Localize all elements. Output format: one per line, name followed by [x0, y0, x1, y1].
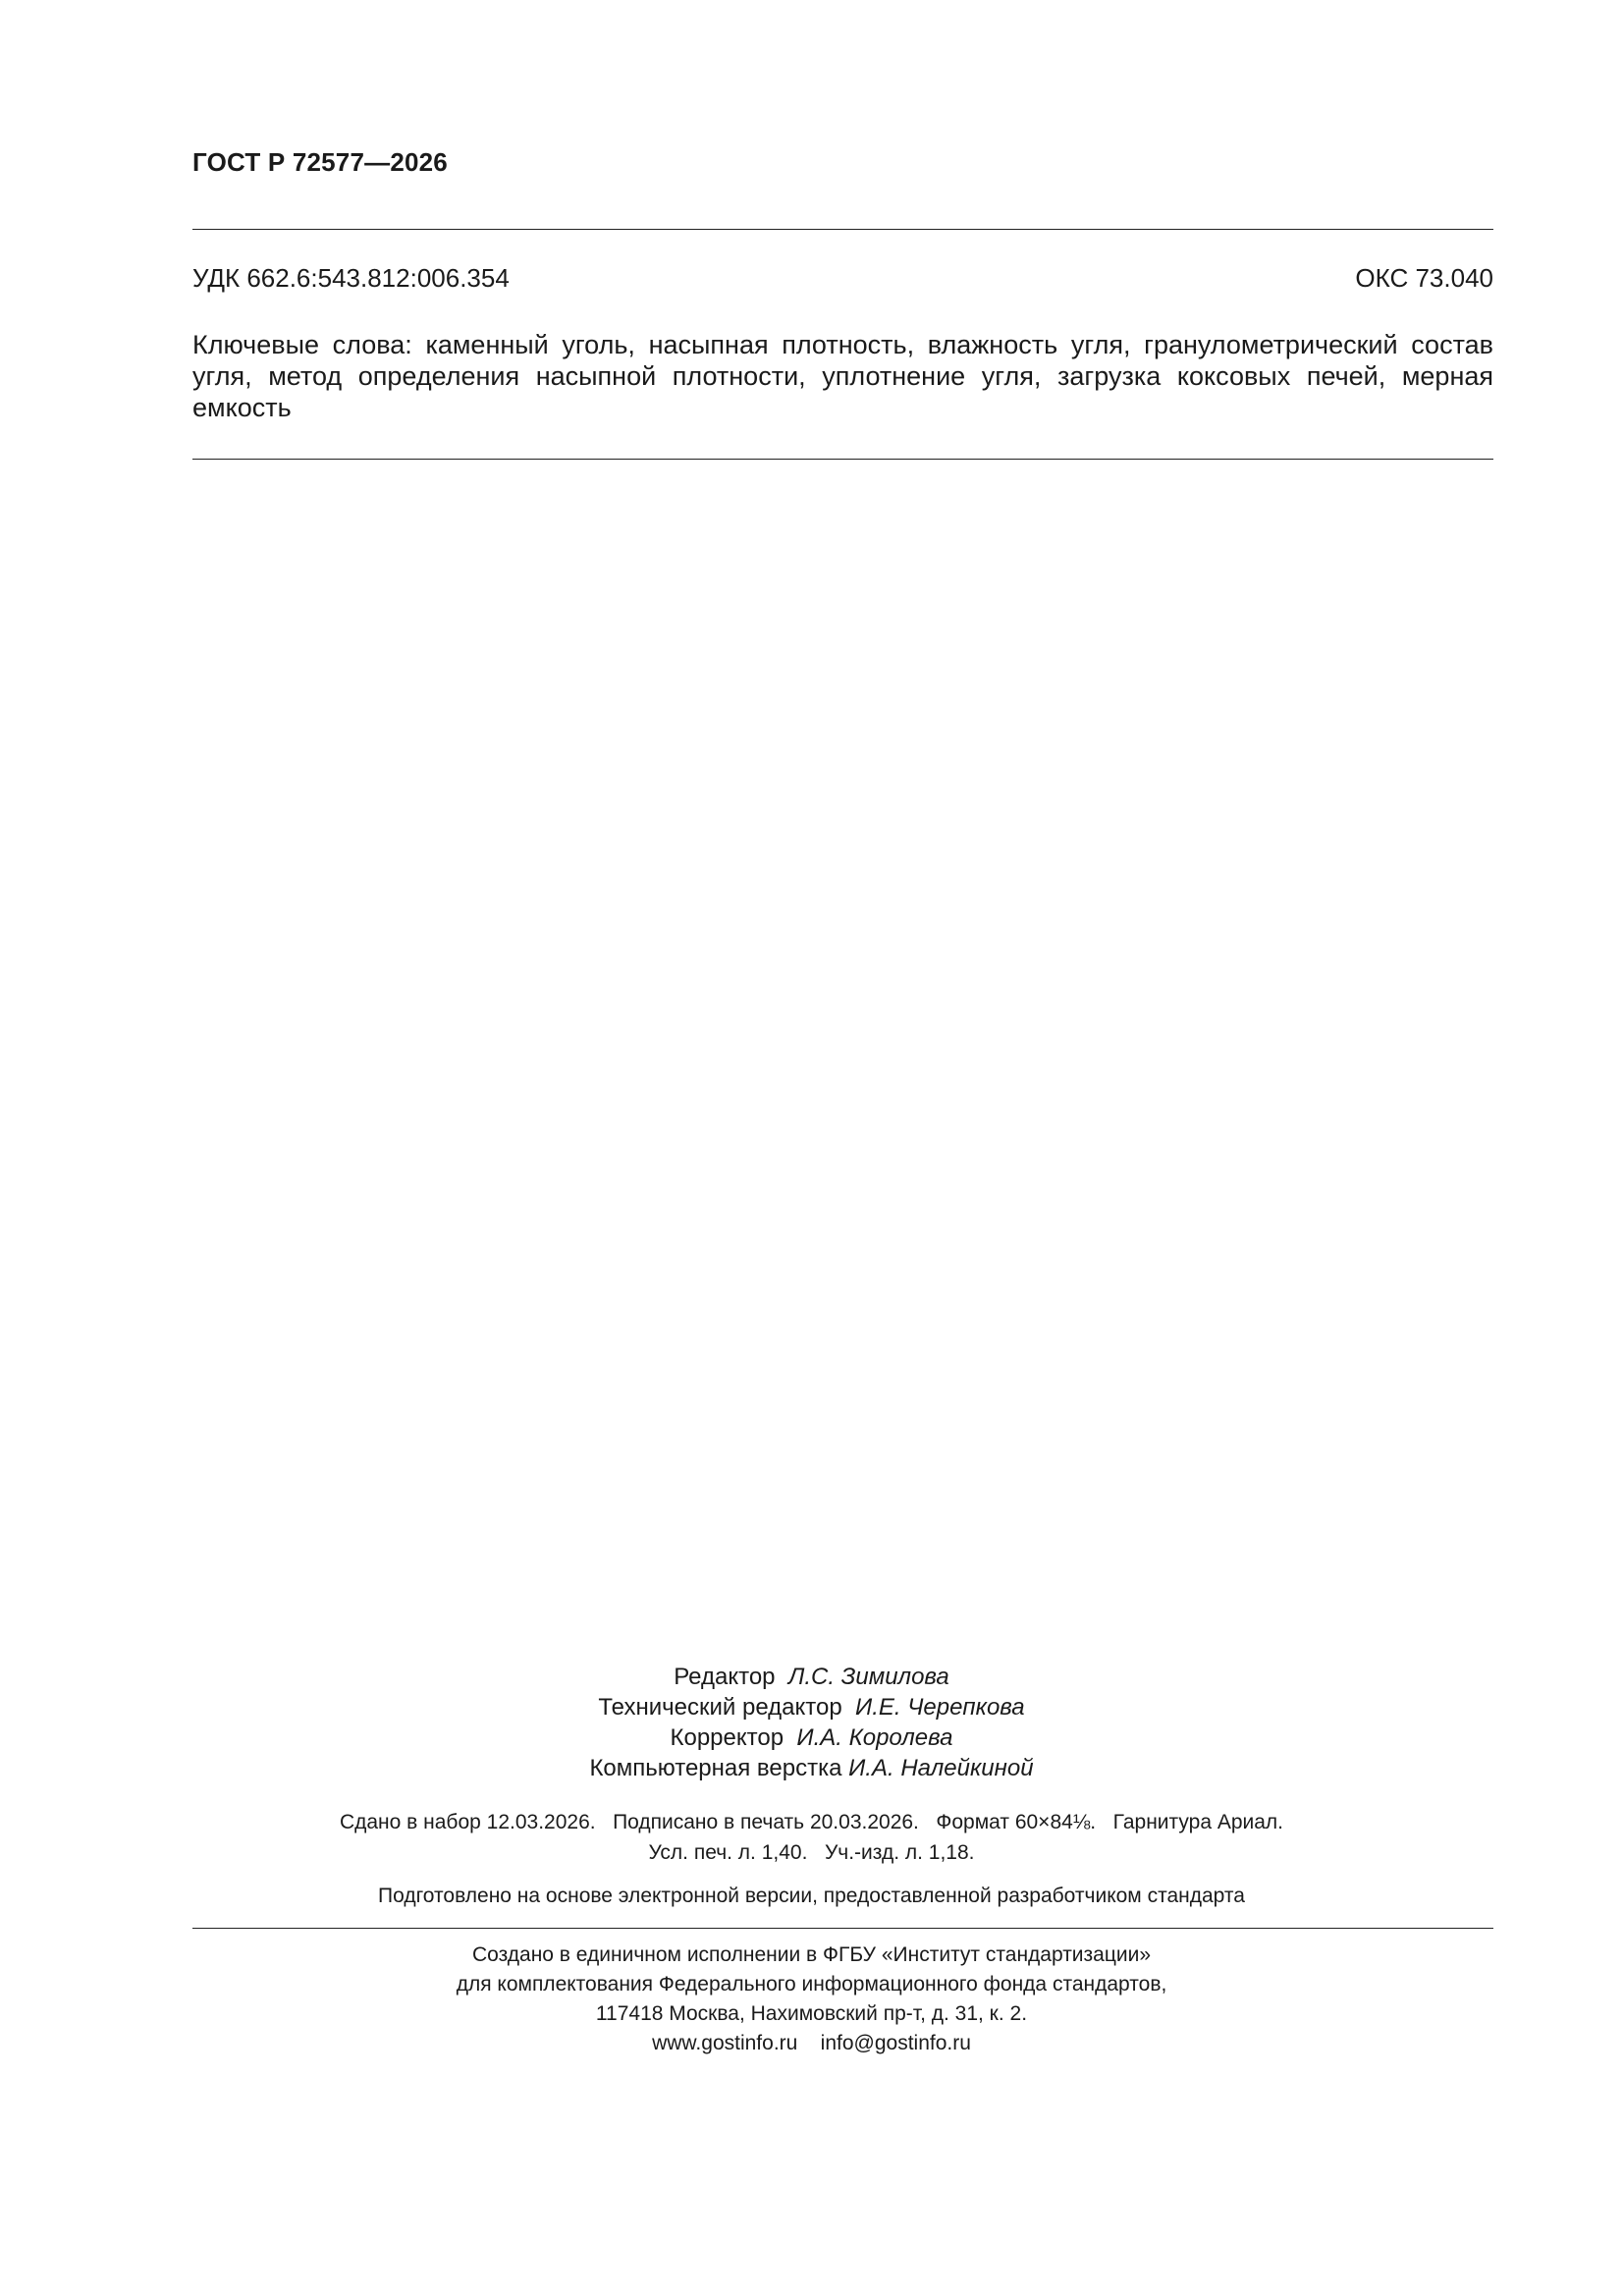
editorial-staff: [0, 1662, 1623, 1783]
divider-keywords: [192, 459, 1493, 460]
staff-editor: [0, 1662, 1623, 1692]
editor-name: Л.С. Зимилова: [787, 1664, 949, 1690]
oks-code: ОКС 73.040: [1355, 263, 1493, 293]
layout-label: Компьютерная верстка: [589, 1755, 842, 1781]
publisher-line-1: Создано в единичном исполнении в ФГБУ «Институт стандартизации»: [471, 1943, 1152, 1966]
editor-label: Редактор: [674, 1664, 776, 1690]
staff-proofreader: [0, 1722, 1623, 1753]
divider-bottom: [192, 1928, 1493, 1929]
keywords-block: [192, 329, 1493, 423]
publisher-info: [0, 1941, 1623, 2058]
print-info-line-1: Сдано в набор 12.03.2026. Подписано в печать 20.03.2026. Формат 60×84⅛. Гарнитура Ариал.: [339, 1811, 1284, 1833]
keywords-line-2: угля, метод определения насыпной плотности, уплотнение угля, загрузка коксовых печей, мерная: [192, 361, 1493, 391]
tech-editor-label: Технический редактор: [598, 1694, 842, 1721]
document-id: ГОСТ Р 72577—2026: [192, 147, 448, 177]
staff-tech-editor: [0, 1692, 1623, 1722]
publisher-line-2: для комплектования Федерального информационного фонда стандартов,: [456, 1973, 1167, 1995]
proofreader-name: И.А. Королева: [796, 1724, 953, 1751]
udk-code: УДК 662.6:543.812:006.354: [192, 263, 510, 293]
prepared-note: Подготовлено на основе электронной версии, предоставленной разработчиком стандарта: [378, 1885, 1245, 1907]
classification-row: [192, 263, 1493, 294]
print-info-line-2: Усл. печ. л. 1,40. Уч.-изд. л. 1,18.: [648, 1841, 975, 1864]
staff-layout: [0, 1753, 1623, 1783]
keywords-line-1: Ключевые слова: каменный уголь, насыпная плотность, влажность угля, гранулометрический состав: [192, 330, 1493, 359]
divider-top: [192, 229, 1493, 230]
print-info: [0, 1807, 1623, 1868]
layout-name: И.А. Налейкиной: [848, 1755, 1034, 1781]
publisher-line-3: 117418 Москва, Нахимовский пр-т, д. 31, к. 2.: [595, 2002, 1028, 2025]
publisher-line-4: www.gostinfo.ru info@gostinfo.ru: [652, 2032, 971, 2054]
keywords-line-3: емкость: [192, 393, 292, 422]
tech-editor-name: И.Е. Черепкова: [855, 1694, 1025, 1721]
proofreader-label: Корректор: [670, 1724, 784, 1751]
